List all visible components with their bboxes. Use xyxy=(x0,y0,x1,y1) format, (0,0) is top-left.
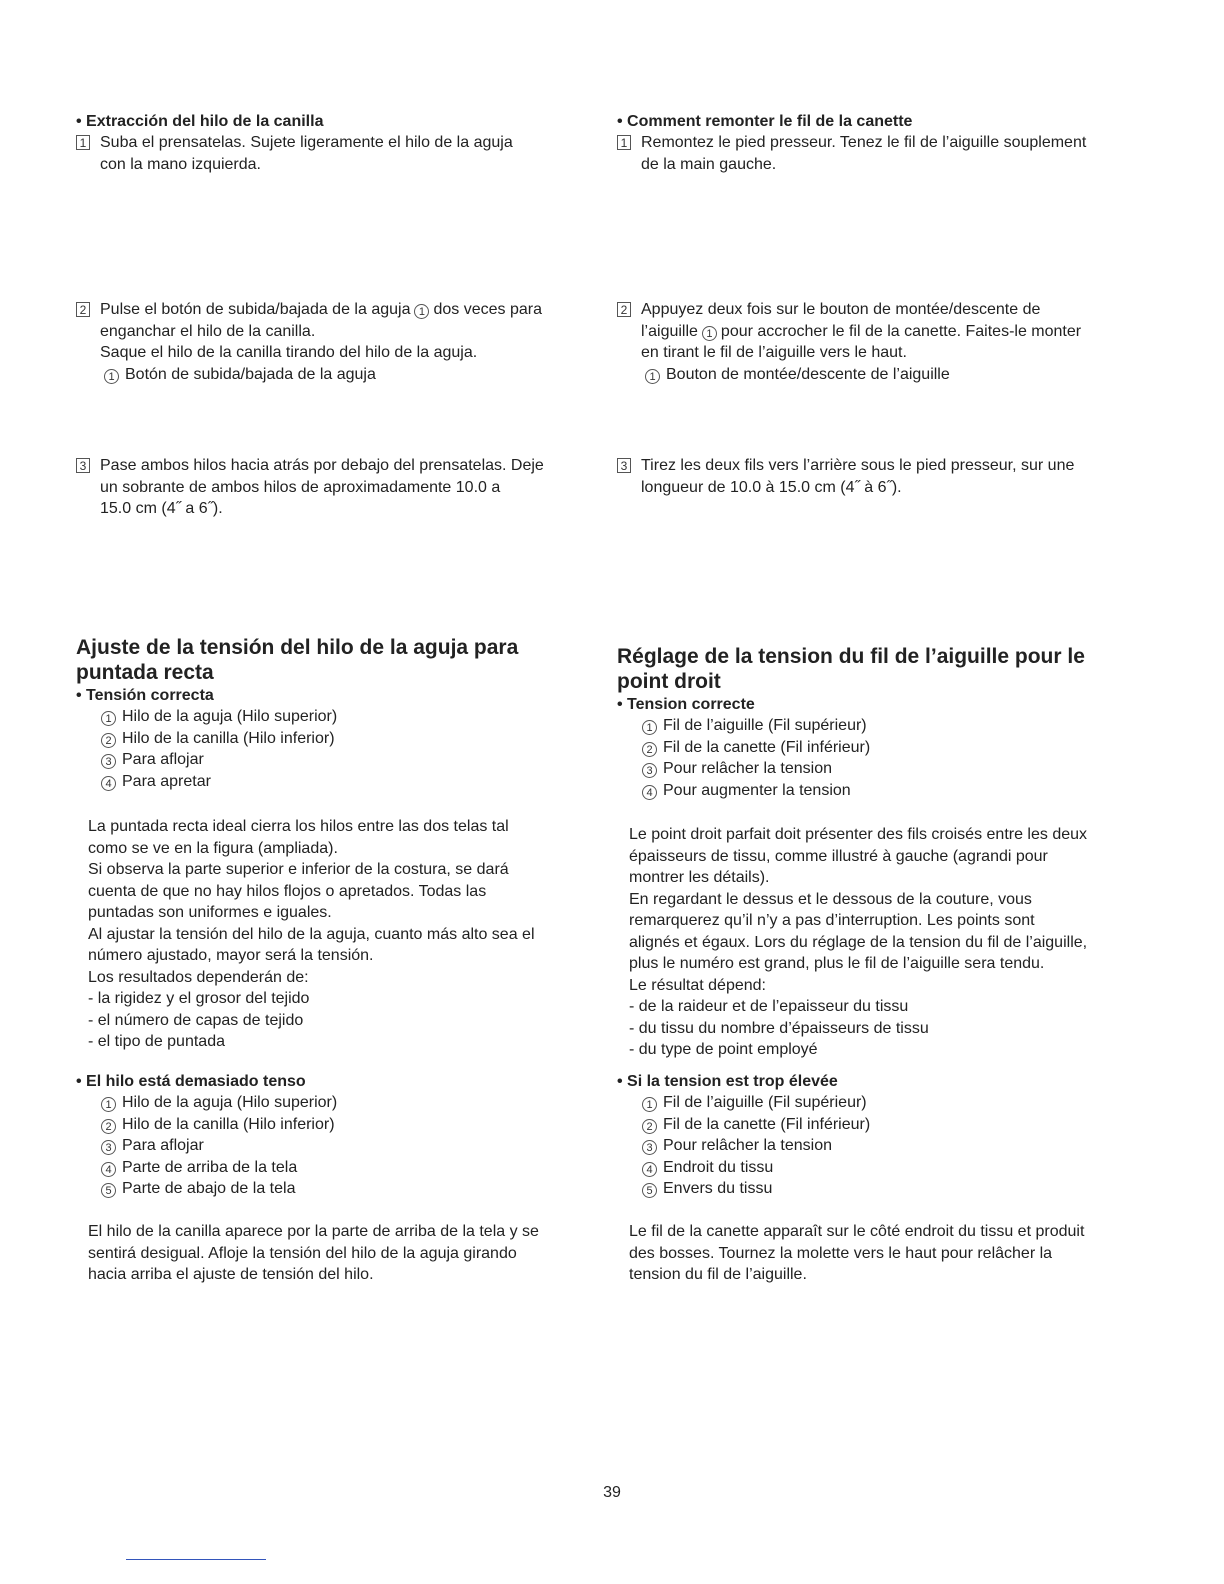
paragraph-line: En regardant le dessus et le dessous de la couture, vous xyxy=(629,890,1032,908)
fr-bobbin-pickup-section xyxy=(617,111,1152,175)
paragraph-line: - el número de capas de tejido xyxy=(88,1011,304,1029)
footer-rule xyxy=(126,1559,266,1560)
paragraph-line: puntadas son uniformes e iguales. xyxy=(88,904,332,921)
fr-section-title xyxy=(617,644,1152,694)
fr-step-2 xyxy=(617,299,1152,385)
es-step-2-line: Saque el hilo de la canilla tirando del hilo de la aguja. xyxy=(100,344,478,361)
callout-number: 2 xyxy=(101,1119,116,1134)
es-step-2-text: dos veces para xyxy=(433,301,542,318)
es-too-tight-paragraph xyxy=(76,1221,606,1286)
paragraph-line: - el tipo de puntada xyxy=(88,1033,225,1050)
callout-number: 2 xyxy=(642,1119,657,1134)
paragraph-line: La puntada recta ideal cierra los hilos entre las dos telas tal xyxy=(88,818,509,835)
legend-item: Parte de arriba de la tela xyxy=(122,1158,298,1176)
callout-number: 3 xyxy=(642,1140,657,1155)
paragraph-line: - du type de point employé xyxy=(629,1041,818,1058)
paragraph-line: Al ajustar la tensión del hilo de la aguja, cuanto más alto sea el xyxy=(88,925,535,943)
fr-step-1-marker: 1 xyxy=(617,135,631,150)
fr-too-tight-paragraph xyxy=(617,1221,1152,1286)
legend-item: Envers du tissu xyxy=(663,1180,773,1197)
callout-number: 1 xyxy=(104,369,119,384)
callout-number: 1 xyxy=(101,711,116,726)
legend-item: Pour augmenter la tension xyxy=(663,781,851,799)
paragraph-line: épaisseurs de tissu, comme illustré à gauche (agrandi pour xyxy=(629,847,1048,865)
fr-section-title-line: Réglage de la tension du fil de l’aiguille pour le xyxy=(617,645,1085,668)
fr-step-2-line: Appuyez deux fois sur le bouton de montée/descente de xyxy=(641,301,1041,318)
es-step-3-line: un sobrante de ambos hilos de aproximadamente 10.0 a xyxy=(100,478,501,496)
paragraph-line: Le point droit parfait doit présenter des fils croisés entre les deux xyxy=(629,826,1088,843)
legend-item: Para aflojar xyxy=(122,1137,204,1154)
fr-tension-section xyxy=(617,644,1152,801)
paragraph-line: Si observa la parte superior e inferior de la costura, se dará xyxy=(88,861,509,878)
callout-number: 2 xyxy=(642,742,657,757)
es-step-3-line: 15.0 cm (4˝ a 6˝). xyxy=(100,500,223,517)
paragraph-line: des bosses. Tournez la molette vers le haut pour relâcher la xyxy=(629,1244,1053,1262)
callout-number: 2 xyxy=(101,733,116,748)
callout-number: 1 xyxy=(414,304,429,319)
legend-item: Hilo de la aguja (Hilo superior) xyxy=(122,708,338,725)
fr-step-3-line: longueur de 10.0 à 15.0 cm (4˝ à 6˝). xyxy=(641,478,902,496)
legend-item: Para aflojar xyxy=(122,751,204,768)
paragraph-line: - la rigidez y el grosor del tejido xyxy=(88,990,310,1007)
es-section-title-line: Ajuste de la tensión del hilo de la aguja para xyxy=(76,636,519,659)
legend-item: Fil de la canette (Fil inférieur) xyxy=(663,738,871,756)
paragraph-line: Los resultados dependerán de: xyxy=(88,968,309,986)
es-step-1-line: con la mano izquierda. xyxy=(100,155,261,173)
fr-step-2-marker: 2 xyxy=(617,302,631,317)
fr-step-2-legend: Bouton de montée/descente de l’aiguille xyxy=(666,365,950,383)
callout-number: 3 xyxy=(101,754,116,769)
callout-number: 1 xyxy=(702,326,717,341)
callout-number: 1 xyxy=(642,1097,657,1112)
paragraph-line: número ajustado, mayor será la tensión. xyxy=(88,947,374,964)
es-step-3-line: Pase ambos hilos hacia atrás por debajo del prensatelas. Deje xyxy=(100,457,544,474)
es-tension-section xyxy=(76,635,606,792)
es-correct-tension-heading: • Tensión correcta xyxy=(76,687,214,704)
callout-number: 4 xyxy=(101,1162,116,1177)
fr-correct-tension-legend xyxy=(642,715,1152,801)
es-step-1-line: Suba el prensatelas. Sujete ligeramente el hilo de la aguja xyxy=(100,134,513,151)
es-too-tight-section xyxy=(76,1071,606,1200)
paragraph-line: tension du fil de l’aiguille. xyxy=(629,1266,807,1283)
callout-number: 5 xyxy=(101,1183,116,1198)
paragraph-line: Le fil de la canette apparaît sur le côté endroit du tissu et produit xyxy=(629,1223,1085,1240)
callout-number: 3 xyxy=(642,763,657,778)
es-step-1-marker: 1 xyxy=(76,135,90,150)
legend-item: Fil de la canette (Fil inférieur) xyxy=(663,1115,871,1133)
legend-item: Hilo de la aguja (Hilo superior) xyxy=(122,1094,338,1111)
paragraph-line: alignés et égaux. Lors du réglage de la tension du fil de l’aiguille, xyxy=(629,933,1088,951)
callout-number: 4 xyxy=(101,776,116,791)
es-too-tight-heading: • El hilo está demasiado tenso xyxy=(76,1073,306,1090)
callout-number: 5 xyxy=(642,1183,657,1198)
legend-item: Pour relâcher la tension xyxy=(663,760,832,777)
paragraph-line: - du tissu du nombre d’épaisseurs de tissu xyxy=(629,1019,929,1037)
es-section-title-line: puntada recta xyxy=(76,661,214,684)
fr-step-1-line: de la main gauche. xyxy=(641,155,777,173)
fr-step-3-marker: 3 xyxy=(617,458,631,473)
es-step-2-marker: 2 xyxy=(76,302,90,317)
legend-item: Hilo de la canilla (Hilo inferior) xyxy=(122,1115,335,1133)
es-step-2-legend: Botón de subida/bajada de la aguja xyxy=(125,365,376,383)
paragraph-line: cuenta de que no hay hilos flojos o apretados. Todas las xyxy=(88,882,487,900)
callout-number: 3 xyxy=(101,1140,116,1155)
fr-step-1-line: Remontez le pied presseur. Tenez le fil de l’aiguille souplement xyxy=(641,134,1087,151)
callout-number: 4 xyxy=(642,785,657,800)
fr-explanation-paragraph xyxy=(617,824,1152,1061)
es-correct-tension-legend xyxy=(101,706,606,792)
fr-bobbin-pickup-heading: • Comment remonter le fil de la canette xyxy=(617,113,913,130)
fr-step-3 xyxy=(617,455,1152,498)
paragraph-line: montrer les détails). xyxy=(629,869,770,886)
legend-item: Parte de abajo de la tela xyxy=(122,1180,296,1197)
paragraph-line: como se ve en la figura (ampliada). xyxy=(88,839,338,857)
fr-too-tight-heading: • Si la tension est trop élevée xyxy=(617,1073,838,1090)
paragraph-line: plus le numéro est grand, plus le fil de l’aiguille sera tendu. xyxy=(629,955,1045,972)
paragraph-line: hacia arriba el ajuste de tensión del hilo. xyxy=(88,1266,374,1283)
callout-number: 1 xyxy=(642,720,657,735)
legend-item: Pour relâcher la tension xyxy=(663,1137,832,1154)
page-number: 39 xyxy=(603,1484,621,1501)
callout-number: 1 xyxy=(645,369,660,384)
paragraph-line: Le résultat dépend: xyxy=(629,976,766,994)
fr-step-2-text: l’aiguille xyxy=(641,322,698,340)
legend-item: Endroit du tissu xyxy=(663,1158,774,1176)
fr-step-2-text: pour accrocher le fil de la canette. Faites-le monter xyxy=(720,322,1082,340)
fr-step-3-line: Tirez les deux fils vers l’arrière sous le pied presseur, sur une xyxy=(641,457,1075,474)
legend-item: Fil de l’aiguille (Fil supérieur) xyxy=(663,717,867,734)
es-step-2 xyxy=(76,299,606,385)
paragraph-line: - de la raideur et de l’epaisseur du tissu xyxy=(629,998,909,1015)
es-section-title xyxy=(76,635,606,685)
callout-number: 1 xyxy=(101,1097,116,1112)
es-step-2-line: enganchar el hilo de la canilla. xyxy=(100,322,316,340)
es-step-3 xyxy=(76,455,606,520)
es-bobbin-pickup-section xyxy=(76,111,606,175)
fr-section-title-line: point droit xyxy=(617,670,721,693)
callout-number: 4 xyxy=(642,1162,657,1177)
paragraph-line: remarquerez qu’il n’y a pas d’interruption. Les points sont xyxy=(629,912,1035,929)
es-bobbin-pickup-heading: • Extracción del hilo de la canilla xyxy=(76,113,324,130)
legend-item: Fil de l’aiguille (Fil supérieur) xyxy=(663,1094,867,1111)
legend-item: Para apretar xyxy=(122,772,211,790)
fr-correct-tension-heading: • Tension correcte xyxy=(617,696,755,713)
fr-too-tight-section xyxy=(617,1071,1152,1200)
es-explanation-paragraph xyxy=(76,816,606,1053)
paragraph-line: El hilo de la canilla aparece por la parte de arriba de la tela y se xyxy=(88,1223,539,1240)
fr-step-2-line: en tirant le fil de l’aiguille vers le haut. xyxy=(641,344,907,361)
paragraph-line: sentirá desigual. Afloje la tensión del hilo de la aguja girando xyxy=(88,1244,517,1262)
es-step-3-marker: 3 xyxy=(76,458,90,473)
es-step-2-text: Pulse el botón de subida/bajada de la aguja xyxy=(100,301,411,318)
legend-item: Hilo de la canilla (Hilo inferior) xyxy=(122,729,335,747)
